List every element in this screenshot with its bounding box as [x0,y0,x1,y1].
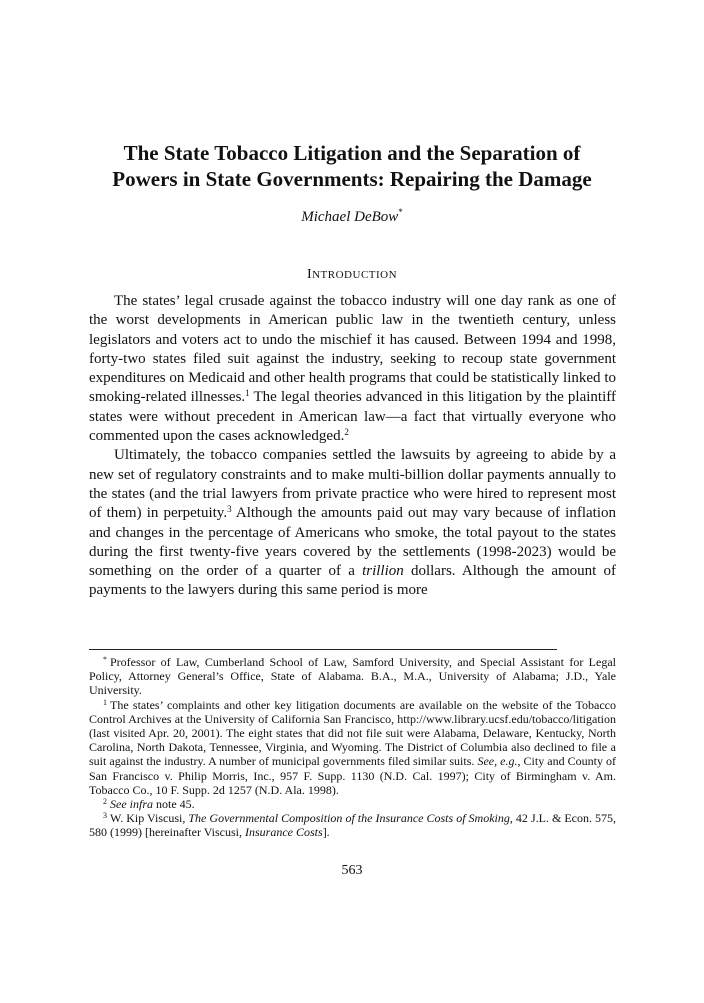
footnote-2-signal: See infra [110,797,153,812]
footnote-1-text-b: , City and County of San Francisco v. Philip Morris, Inc., 957 F. Supp. 1130 (N.D. Cal. 1997); City of Birmingham v. Am. Tobacco Co., 10 F. Supp. 2d 1257 (N.D. Ala. 1998). [89,754,616,797]
footnote-1-marker: 1 [103,697,107,707]
author-byline [0,207,704,226]
paragraph-1 [89,292,616,446]
footnote-3 [89,811,616,839]
footnote-2-marker: 2 [103,797,107,807]
footnote-star-text: Professor of Law, Cumberland School of Law, Samford University, and Special Assistant for Legal Policy, Attorney General’s Office, State of Alabama. B.A., M.A., University of Alabama; J.D., Yale University. [89,655,616,698]
paragraph-2-text-c: dollars. Although the amount of payments to the lawyers during this same period is more [89,563,617,599]
paragraph-2-text-a: Ultimately, the tobacco companies settled the lawsuits by agreeing to abide by a new set of regulatory constraints and to make multi-billion dollar payments annually to the states (and the trial lawyers from private practice who were hired to represent most of them) in perpetuity. [89,447,616,522]
heading-initial: I [306,267,313,282]
footnote-1 [89,698,616,797]
article-title [40,140,664,192]
heading-rest: NTRODUCTION [312,269,398,281]
footnote-3-short-title: Insurance Costs [245,825,323,840]
footnote-ref-1: 1 [245,388,250,399]
footnote-3-text-b: , 42 J.L. & Econ. 575, 580 (1999) [hereinafter Viscusi, [89,811,617,840]
paragraph-2-text-b: Although the amounts paid out may vary because of inflation and changes in the percentage of Americans who smoke, the total payout to the states during the first twenty-five years covered by the settlements (1998-2023) would be something on the order of a quarter of a [89,505,616,580]
paragraph-1-text-b: The legal theories advanced in this litigation by the plaintiff states were without precedent in American law—a fact that virtually everyone who commented upon the cases acknowledged. [89,389,616,445]
emphasis-trillion: trillion [362,563,404,580]
body-text [89,292,616,601]
footnote-3-text-a: W. Kip Viscusi, [110,811,189,826]
footnote-1-text-a: The states’ complaints and other key litigation documents are available on the website of the Tobacco Control Archives at the University of California San Francisco, http://www.library.ucsf.edu/tobacco/litigation (last visited Apr. 20, 2001). The eight states that did not file suit were Alabama, Delaware, Kentucky, North Carolina, North Dakota, Tennessee, Virginia, and Wyoming. The District of Columbia also declined to file a suit against the industry. A number of municipal governments filed similar suits. [89,697,616,769]
footnote-ref-3: 3 [227,504,232,515]
author-name: Michael DeBow [301,209,399,225]
paragraph-1-text-a: The states’ legal crusade against the tobacco industry will one day rank as one of the worst developments in American public law in the twentieth century, unless legislators and voters act to undo the mischief it has caused. Between 1994 and 1998, forty-two states filed suit against the industry, seeking to recoup state government expenditures on Medicaid and other health programs that could be statistically linked to smoking-related illnesses. [89,293,616,406]
footnote-2-text: note 45. [153,797,195,812]
page-number: 563 [341,863,363,878]
title-line-1: The State Tobacco Litigation and the Separation of [123,141,581,165]
footnote-3-article-title: The Governmental Composition of the Insurance Costs of Smoking [188,811,510,826]
footnote-star [89,655,616,698]
footnote-1-signal: See, e.g. [477,754,518,769]
footnote-ref-2: 2 [344,427,349,438]
footnotes [89,655,616,840]
footnote-3-marker: 3 [103,811,107,821]
footnote-2 [89,797,616,811]
footnote-divider [89,649,557,650]
paragraph-2 [89,446,616,600]
section-heading [0,267,704,283]
title-line-2: Powers in State Governments: Repairing the Damage [112,167,592,191]
footnote-star-marker: * [103,655,107,664]
footnote-3-text-c: ]. [322,825,330,840]
author-footnote-marker: * [398,207,403,217]
